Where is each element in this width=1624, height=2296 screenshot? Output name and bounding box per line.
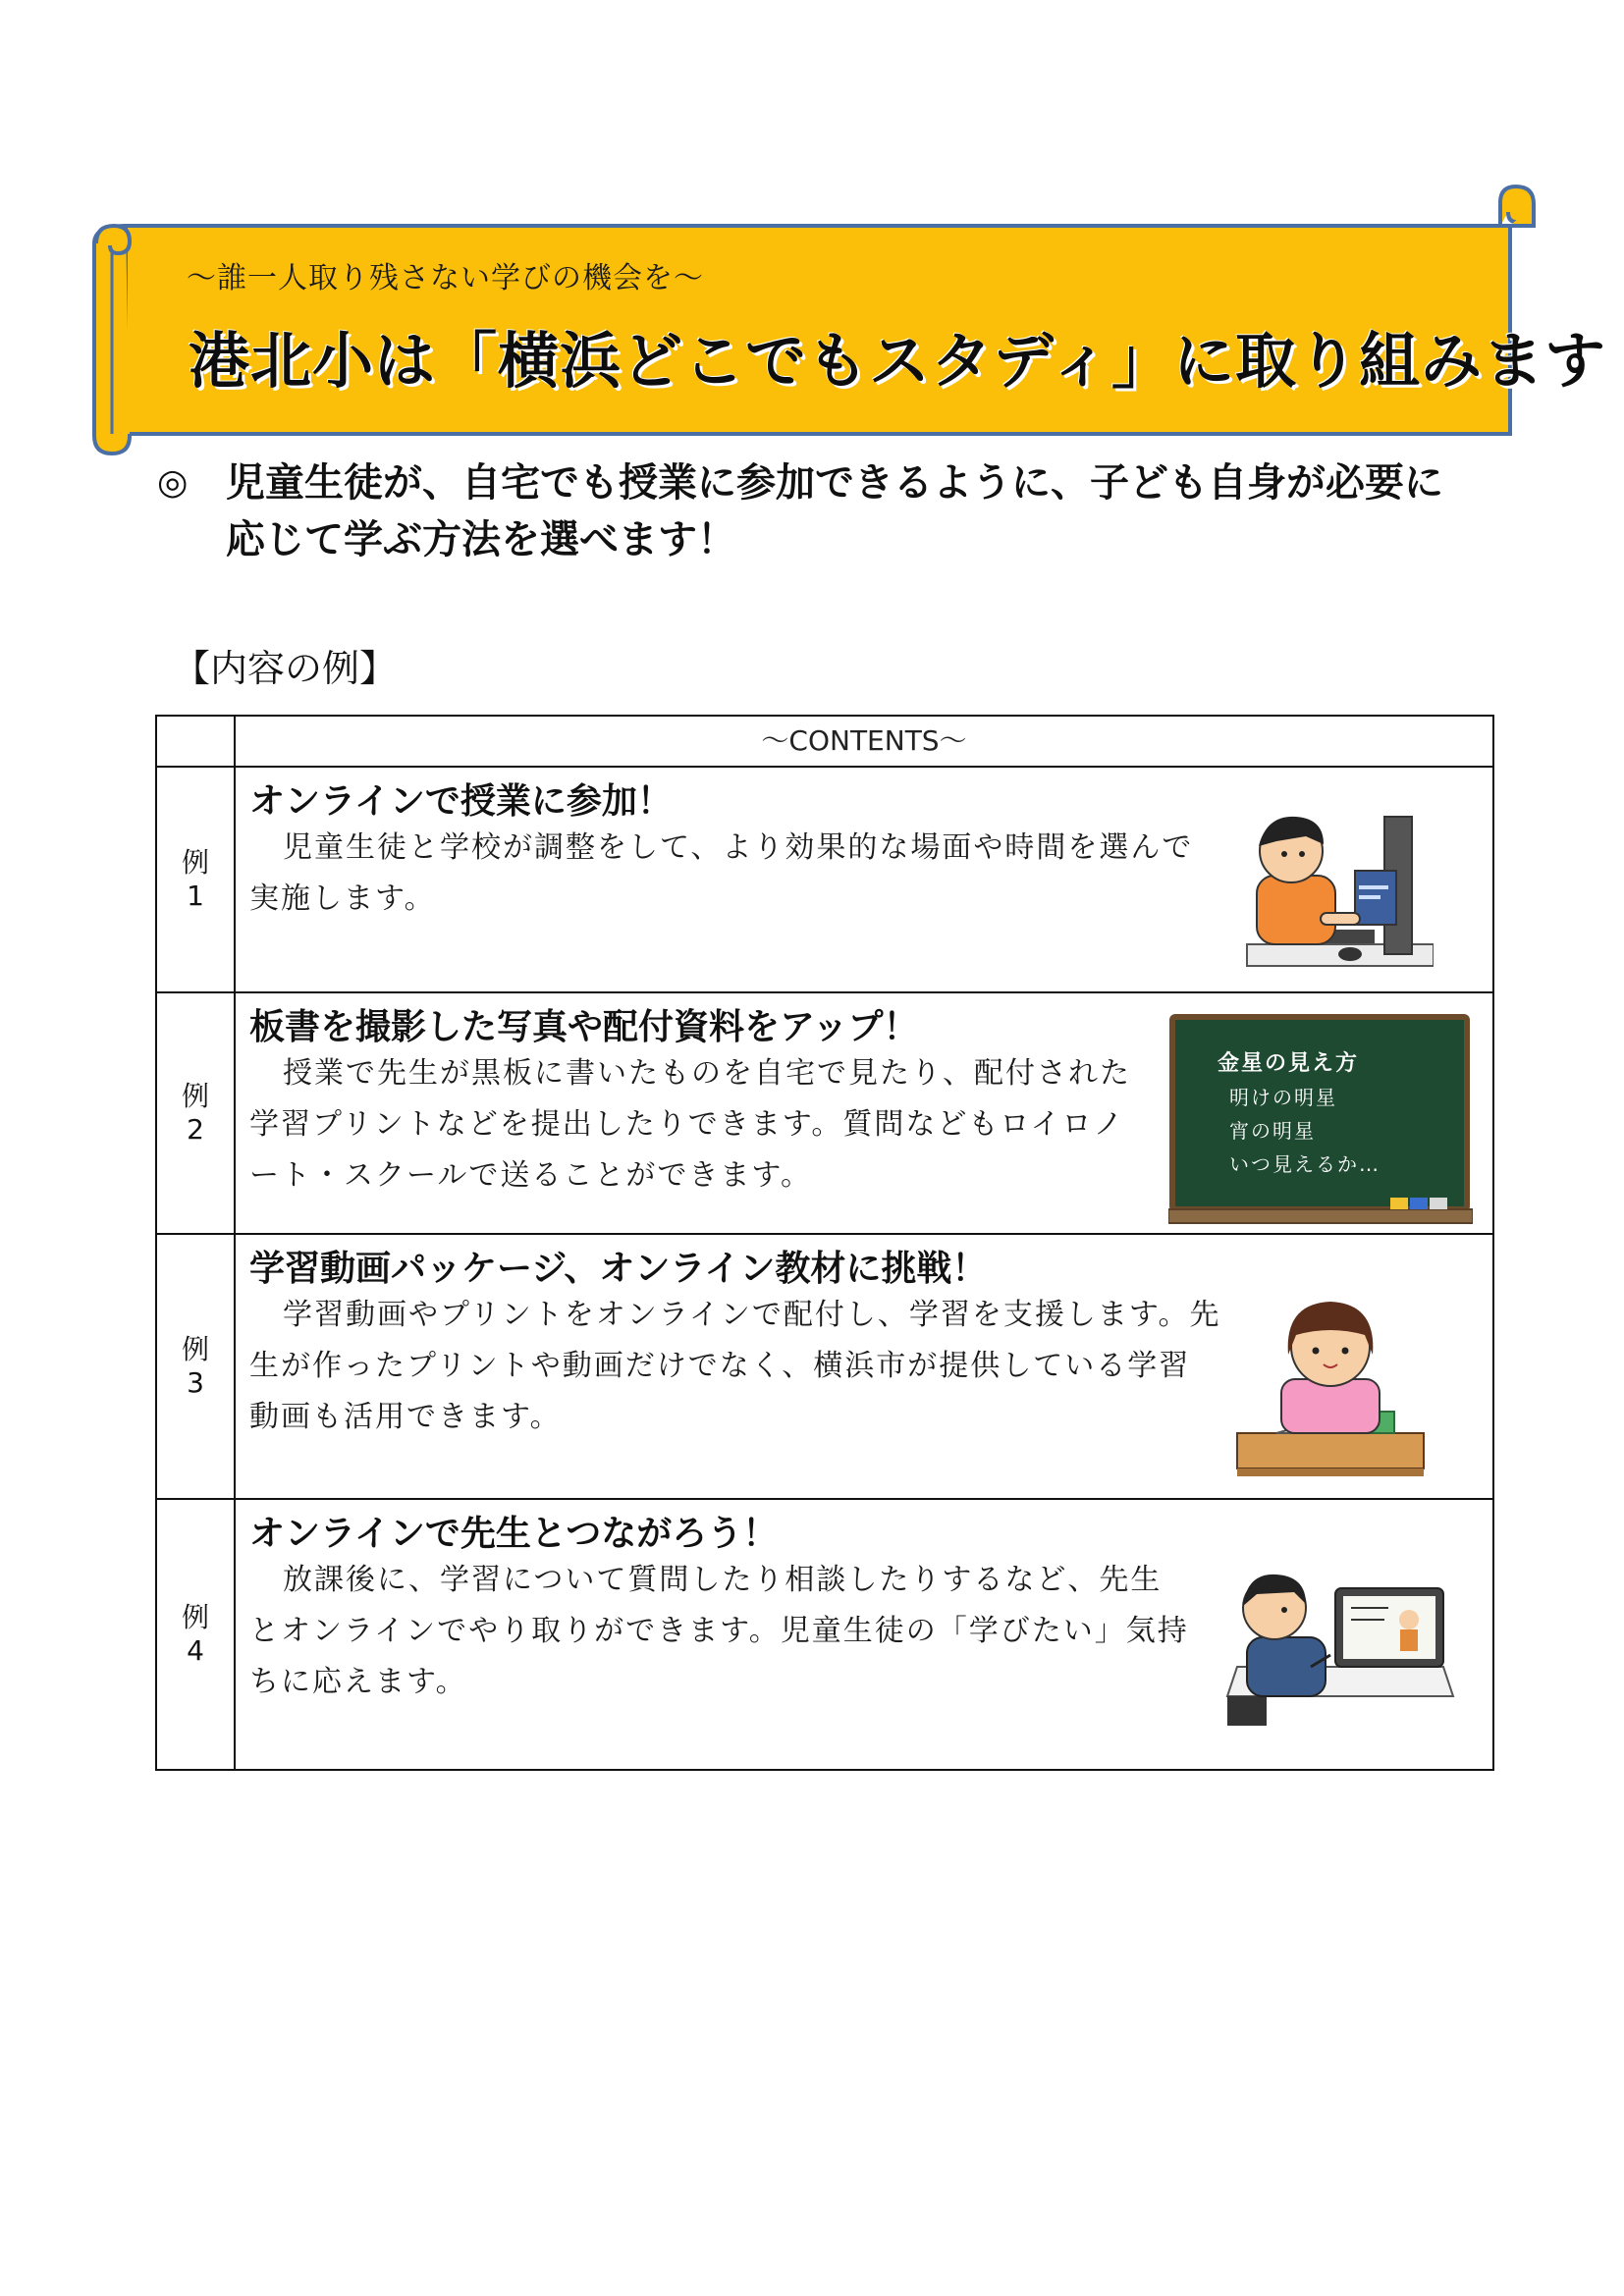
example-body: 放課後に、学習について質問したり相談したりするなど、先生とオンラインでやり取りができます。児童生徒の「学びたい」気持ちに応えます。 xyxy=(249,1563,1189,1699)
example-number: 例 2 xyxy=(156,992,235,1234)
lead-line-1: 児童生徒が、自宅でも授業に参加できるように、子ども自身が必要に xyxy=(226,460,1443,506)
table-row xyxy=(156,767,1493,992)
table-row xyxy=(156,1234,1493,1499)
contents-header: ～CONTENTS～ xyxy=(235,716,1493,767)
blackboard-illustration xyxy=(1168,1013,1473,1227)
double-circle-icon: ◎ xyxy=(157,462,189,503)
example-number: 例 1 xyxy=(156,767,235,992)
example-title: 板書を撮影した写真や配付資料をアップ！ xyxy=(249,1007,919,1047)
table-header-row xyxy=(156,716,1493,767)
blackboard-line-1: 金星の見え方 xyxy=(1218,1051,1360,1076)
example-number: 例 3 xyxy=(156,1234,235,1499)
example-title: 学習動画パッケージ、オンライン教材に挑戦！ xyxy=(249,1249,988,1289)
example-content xyxy=(235,1234,1493,1499)
example-number: 例 4 xyxy=(156,1499,235,1770)
blackboard-line-2: 明けの明星 xyxy=(1229,1086,1337,1109)
example-content xyxy=(235,767,1493,992)
lead-line-2: 応じて学ぶ方法を選べます！ xyxy=(226,517,736,562)
example-title: オンラインで先生とつながろう！ xyxy=(249,1514,779,1554)
table-row xyxy=(156,992,1493,1234)
example-content xyxy=(235,1499,1493,1770)
blackboard-line-3: 宵の明星 xyxy=(1229,1119,1316,1143)
boy-with-tablet-illustration xyxy=(1208,1549,1463,1735)
example-body: 授業で先生が黒板に書いたものを自宅で見たり、配付された学習プリントなどを提出したりできます。質問などもロイロノート・スクールで送ることができます。 xyxy=(249,1056,1131,1193)
example-body: 学習動画やプリントをオンラインで配付し、学習を支援します。先生が作ったプリントや動画だけでなく、横浜市が提供している学習動画も活用できます。 xyxy=(249,1298,1221,1434)
section-heading: 【内容の例】 xyxy=(173,647,398,690)
example-body: 児童生徒と学校が調整をして、より効果的な場面や時間を選んで実施します。 xyxy=(249,830,1194,916)
blackboard-line-4: いつ見えるか… xyxy=(1229,1152,1380,1176)
header-corner-cell xyxy=(156,716,235,767)
blackboard-shape xyxy=(1168,1013,1473,1227)
boy-at-computer-illustration xyxy=(1237,797,1434,984)
example-content xyxy=(235,992,1493,1234)
banner-title: 港北小は「横浜どこでもスタディ」に取り組みます xyxy=(189,325,1607,397)
girl-studying-illustration xyxy=(1227,1286,1434,1482)
banner-subtitle: ～誰一人取り残さない学びの機会を～ xyxy=(187,261,704,295)
table-row xyxy=(156,1499,1493,1770)
example-title: オンラインで授業に参加！ xyxy=(249,781,673,822)
contents-table xyxy=(155,715,1494,1771)
